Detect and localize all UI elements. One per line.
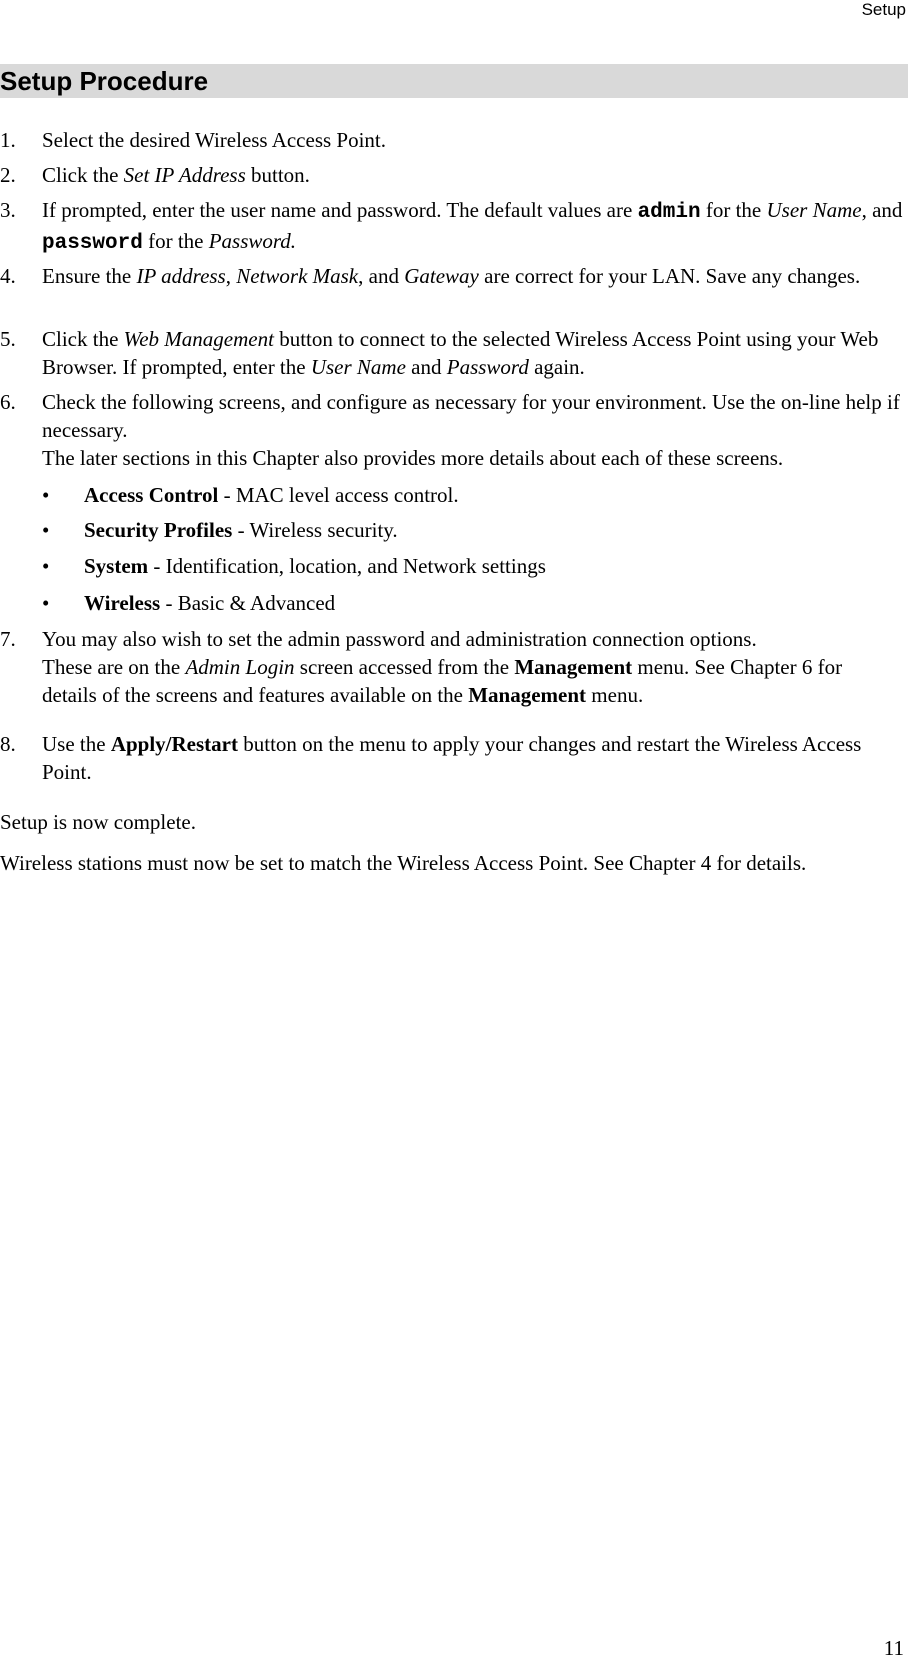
default-username-code: admin (637, 201, 701, 224)
step-text: You may also wish to set the admin password and administration connection options. (42, 627, 757, 651)
bullet-icon: • (42, 591, 50, 615)
bullet-icon: • (42, 554, 50, 578)
step-number: 2. (0, 163, 16, 187)
set-ip-address-term: Set IP Address (123, 163, 246, 187)
step-6 (0, 388, 905, 472)
screen-name: Security Profiles (84, 518, 233, 542)
step-text: Click the (42, 327, 124, 351)
screen-description: - Basic & Advanced (160, 591, 336, 615)
step-text: screen accessed from the (294, 655, 515, 679)
step-text: Use the (42, 732, 111, 756)
step-text: Select the desired Wireless Access Point. (42, 128, 387, 152)
bullet-icon: • (42, 518, 50, 542)
step-text: Check the following screens, and configure as necessary for your environment. Use the on-line help if necessary. (42, 390, 900, 442)
section-heading-bar (0, 64, 908, 98)
step-text: button on the menu to apply your changes and restart the Wireless Access Point. (42, 732, 862, 784)
step-text: for the (142, 229, 209, 253)
gateway-term: Gateway (404, 264, 479, 288)
step-text: are correct for your LAN. Save any changes. (478, 264, 861, 288)
step-4 (0, 262, 905, 290)
step-8 (0, 730, 905, 786)
step-text: button to connect to the selected Wireless Access Point using your Web Browser. If prompted, enter the (42, 327, 879, 379)
step-text: If prompted, enter the user name and password. The default values are (42, 198, 638, 222)
screen-name: Wireless (84, 591, 161, 615)
step-text: Ensure the (42, 264, 137, 288)
screen-description: - Wireless security. (232, 518, 398, 542)
password-term: Password (446, 355, 529, 379)
apply-restart-term: Apply/Restart (110, 732, 238, 756)
network-mask-term: Network Mask (236, 264, 359, 288)
management-term: Management (514, 655, 633, 679)
step-text: menu. See Chapter 6 for details of the screens and features available on the (42, 655, 843, 707)
user-name-term: User Name (766, 198, 862, 222)
closing-paragraph: Wireless stations must now be set to match the Wireless Access Point. See Chapter 4 for details. (0, 851, 807, 875)
step-2 (0, 161, 905, 189)
step-1 (0, 126, 905, 154)
ip-address-term: IP address (136, 264, 226, 288)
user-name-term: User Name (310, 355, 406, 379)
step-number: 8. (0, 732, 16, 756)
step-text: button. (245, 163, 310, 187)
step-text: The later sections in this Chapter also provides more details about each of these screens. (42, 446, 784, 470)
screen-description: - Identification, location, and Network settings (148, 554, 546, 578)
step-number: 1. (0, 128, 16, 152)
step-text: Click the (42, 163, 124, 187)
admin-login-term: Admin Login (185, 655, 295, 679)
step-text: and (405, 355, 447, 379)
page-number: 11 (883, 1636, 904, 1660)
step-text: These are on the (42, 655, 186, 679)
screen-name: Access Control (84, 483, 219, 507)
step-number: 6. (0, 390, 16, 414)
step-text: menu. (586, 683, 644, 707)
bullet-icon: • (42, 483, 50, 507)
step-text: , and (861, 198, 903, 222)
running-header: Setup (861, 0, 906, 19)
step-3 (0, 196, 905, 258)
default-password-code: password (42, 232, 143, 255)
step-number: 7. (0, 627, 16, 651)
step-number: 4. (0, 264, 16, 288)
step-text: for the (700, 198, 767, 222)
step-number: 5. (0, 327, 16, 351)
step-number: 3. (0, 198, 16, 222)
password-term: Password. (208, 229, 297, 253)
step-7 (0, 625, 905, 709)
screen-name: System (84, 554, 149, 578)
web-management-term: Web Management (123, 327, 274, 351)
screen-description: - MAC level access control. (218, 483, 459, 507)
section-title: Setup Procedure (0, 66, 209, 96)
closing-paragraph: Setup is now complete. (0, 810, 196, 834)
step-text: , (225, 264, 237, 288)
step-text: again. (528, 355, 585, 379)
step-5 (0, 325, 905, 381)
management-term: Management (468, 683, 587, 707)
step-text: , and (358, 264, 405, 288)
